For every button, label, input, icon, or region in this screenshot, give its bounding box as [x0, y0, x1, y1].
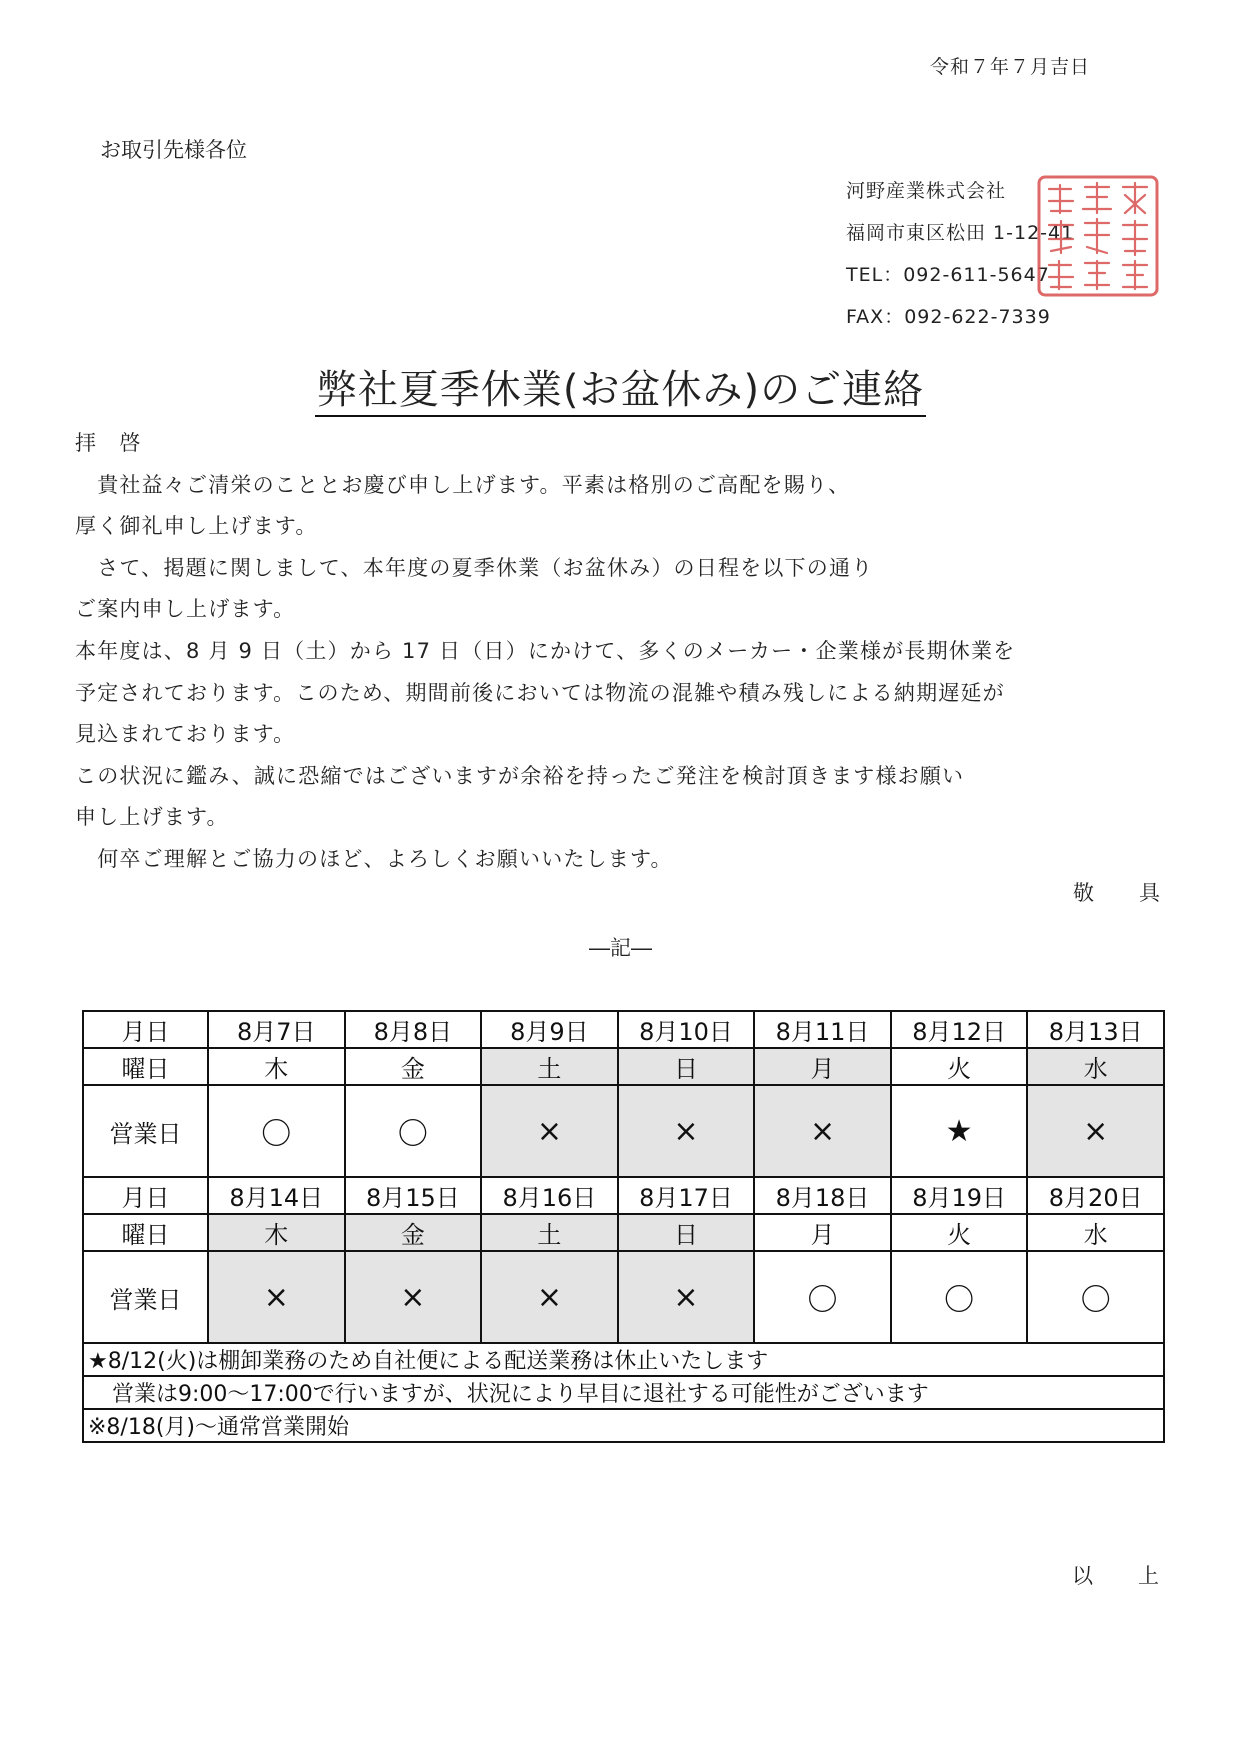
weekday-cell: 金 [345, 1214, 482, 1251]
business-cell: ★ [891, 1085, 1028, 1177]
business-cell: 〇 [1027, 1251, 1164, 1343]
body-line: 本年度は、8 月 9 日（土）から 17 日（日）にかけて、多くのメーカー・企業様が長期休業を [75, 638, 1016, 663]
note-business-hours: 営業は9:00～17:00で行いますが、状況により早目に退社する可能性がございます [83, 1376, 1164, 1409]
body-line: 貴社益々ご清栄のこととお慶び申し上げます。平素は格別のご高配を賜り、 [75, 472, 851, 497]
business-row [83, 1085, 1164, 1177]
business-cell: 〇 [754, 1251, 891, 1343]
body-line: 何卒ご理解とご協力のほど、よろしくお願いいたします。 [75, 846, 673, 871]
weekday-cell: 日 [618, 1048, 755, 1085]
note-saturday-delivery: ★8/12(火)は棚卸業務のため自社便による配送業務は休止いたします [83, 1343, 1164, 1376]
weekday-cell: 水 [1027, 1048, 1164, 1085]
date-cell: 8月10日 [618, 1011, 755, 1048]
document-date: 令和７年７月吉日 [930, 56, 1091, 78]
company-tel: TEL：092-611-5647 [846, 264, 1050, 286]
body-line: 見込まれております。 [75, 722, 296, 747]
letter-body [75, 423, 1155, 881]
note-row [83, 1343, 1164, 1376]
date-cell: 8月15日 [345, 1177, 482, 1214]
weekday-cell: 月 [754, 1214, 891, 1251]
business-cell: × [618, 1251, 755, 1343]
document-title [0, 358, 1241, 415]
weekday-row [83, 1214, 1164, 1251]
body-line: 厚く御礼申し上げます。 [75, 514, 318, 539]
date-row [83, 1011, 1164, 1048]
date-row [83, 1177, 1164, 1214]
date-cell: 8月16日 [481, 1177, 618, 1214]
date-cell: 8月12日 [891, 1011, 1028, 1048]
date-cell: 8月11日 [754, 1011, 891, 1048]
date-cell: 8月9日 [481, 1011, 618, 1048]
company-name: 河野産業株式会社 [846, 180, 1007, 202]
body-line: この状況に鑑み、誠に恐縮ではございますが余裕を持ったご発注を検討頂きます様お願い [75, 763, 965, 788]
date-cell: 8月18日 [754, 1177, 891, 1214]
row-label-weekday: 曜日 [83, 1048, 208, 1085]
document-title-text: 弊社夏季休業(お盆休み)のご連絡 [315, 367, 926, 417]
date-cell: 8月17日 [618, 1177, 755, 1214]
date-cell: 8月13日 [1027, 1011, 1164, 1048]
weekday-cell: 日 [618, 1214, 755, 1251]
weekday-row [83, 1048, 1164, 1085]
weekday-cell: 土 [481, 1214, 618, 1251]
weekday-cell: 水 [1027, 1214, 1164, 1251]
business-cell: 〇 [345, 1085, 482, 1177]
business-cell: 〇 [891, 1251, 1028, 1343]
date-cell: 8月8日 [345, 1011, 482, 1048]
weekday-cell: 木 [208, 1214, 345, 1251]
weekday-cell: 月 [754, 1048, 891, 1085]
date-cell: 8月7日 [208, 1011, 345, 1048]
body-line: 申し上げます。 [75, 805, 229, 830]
body-line: 拝 啓 [75, 431, 142, 455]
row-label-date: 月日 [83, 1177, 208, 1214]
weekday-cell: 火 [891, 1048, 1028, 1085]
company-address: 福岡市東区松田 1-12-41 [846, 222, 1075, 244]
body-line: さて、掲題に関しまして、本年度の夏季休業（お盆休み）の日程を以下の通り [75, 555, 874, 580]
business-cell: × [208, 1251, 345, 1343]
weekday-cell: 土 [481, 1048, 618, 1085]
business-cell: × [345, 1251, 482, 1343]
date-cell: 8月19日 [891, 1177, 1028, 1214]
note-row [83, 1409, 1164, 1442]
weekday-cell: 金 [345, 1048, 482, 1085]
row-label-weekday: 曜日 [83, 1214, 208, 1251]
business-cell: × [618, 1085, 755, 1177]
business-cell: × [1027, 1085, 1164, 1177]
ki-heading: ―記― [589, 936, 652, 960]
weekday-cell: 木 [208, 1048, 345, 1085]
body-line: 予定されております。このため、期間前後においては物流の混雑や積み残しによる納期遅延が [75, 680, 1005, 705]
ending-phrase: 以 上 [1072, 1564, 1171, 1588]
recipient: お取引先様各位 [100, 138, 247, 162]
row-label-business: 営業日 [83, 1085, 208, 1177]
business-row [83, 1251, 1164, 1343]
row-label-business: 営業日 [83, 1251, 208, 1343]
date-cell: 8月20日 [1027, 1177, 1164, 1214]
closing-phrase: 敬 具 [1073, 881, 1172, 905]
holiday-calendar-table [82, 1010, 1165, 1443]
business-cell: × [481, 1251, 618, 1343]
body-line: ご案内申し上げます。 [75, 597, 296, 622]
company-fax: FAX：092-622-7339 [846, 306, 1051, 328]
weekday-cell: 火 [891, 1214, 1028, 1251]
business-cell: × [754, 1085, 891, 1177]
company-seal [1035, 173, 1161, 299]
note-row [83, 1376, 1164, 1409]
business-cell: 〇 [208, 1085, 345, 1177]
business-cell: × [481, 1085, 618, 1177]
date-cell: 8月14日 [208, 1177, 345, 1214]
row-label-date: 月日 [83, 1011, 208, 1048]
note-resume: ※8/18(月)～通常営業開始 [83, 1409, 1164, 1442]
